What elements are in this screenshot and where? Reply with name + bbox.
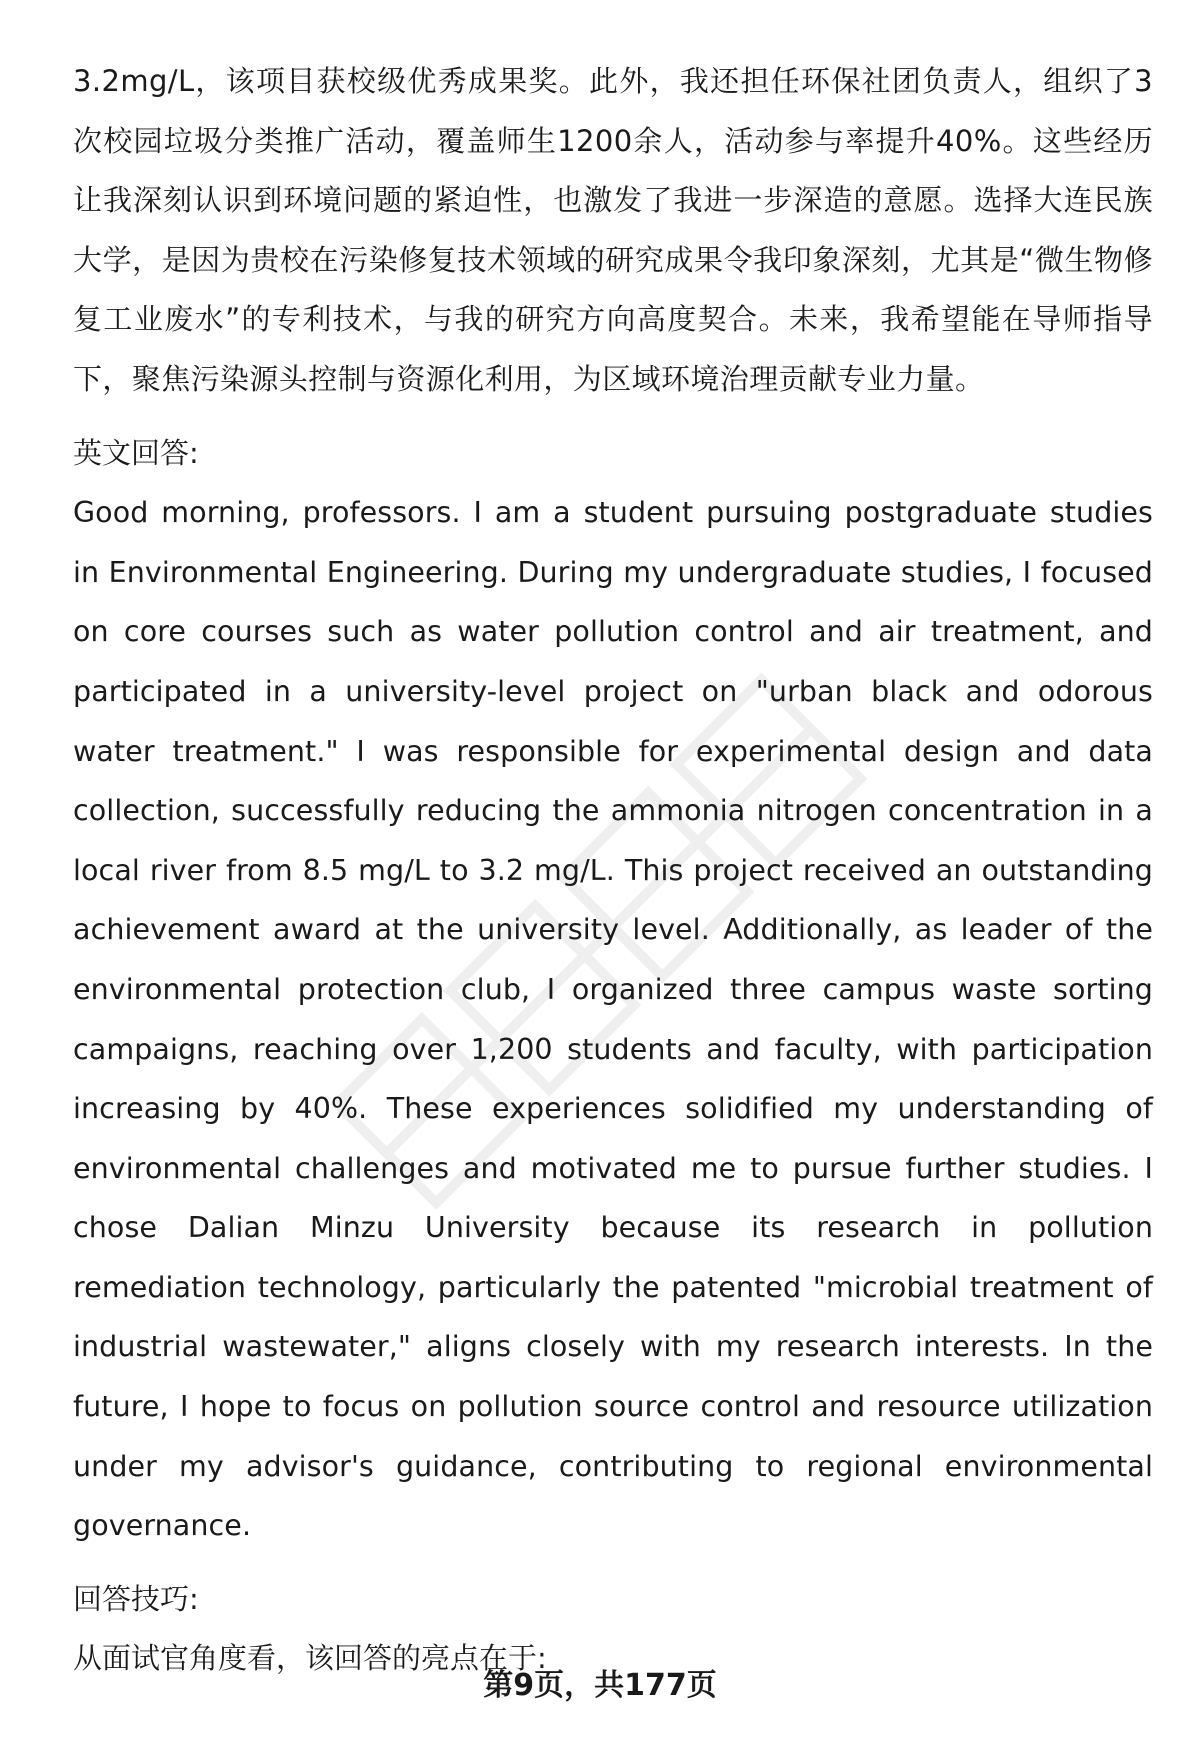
answer-tips-intro: 从面试官角度看，该回答的亮点在于:: [73, 1641, 547, 1676]
document-body: [73, 52, 1153, 1689]
english-answer-heading: 英文回答:: [73, 435, 199, 470]
page-number-footer: 第9页，共177页: [483, 1668, 717, 1703]
answer-tips-heading: 回答技巧:: [73, 1581, 199, 1616]
chinese-answer-paragraph: 3.2mg/L，该项目获校级优秀成果奖。此外，我还担任环保社团负责人，组织了3次校园垃圾分类推广活动，覆盖师生1200余人，活动参与率提升40%。这些经历让我深刻认识到环境问题的紧迫性，也激发了我进一步深造的意愿。选择大连民族大学，是因为贵校在污染修复技术领域的研究成果令我印象深刻，尤其是“微生物修复工业废水”的专利技术，与我的研究方向高度契合。未来，我希望能在导师指导下，聚焦污染源头控制与资源化利用，为区域环境治理贡献专业力量。: [73, 64, 1153, 396]
english-answer-paragraph: Good morning, professors. I am a student pursuing postgraduate studies in Environmental Engineering. During my undergraduate studies, I focused on core courses such as water pollution control and air treatment, and participated in a university-level project on "urban black and odorous water treatment." I was responsible for experimental design and data collection, successfully reducing the ammonia nitrogen concentration in a local river from 8.5 mg/L to 3.2 mg/L. This project received an outstanding achievement award at the university level. Additionally, as leader of the environmental protection club, I organized three campus waste sorting campaigns, reaching over 1,200 students and faculty, with participation increasing by 40%. These experiences solidified my understanding of environmental challenges and motivated me to pursue further studies. I chose Dalian Minzu University because its research in pollution remediation technology, particularly the patented "microbial treatment of industrial wastewater," aligns closely with my research interests. In the future, I hope to focus on pollution source control and resource utilization under my advisor's guidance, contributing to regional environmental governance.: [73, 496, 1153, 1543]
